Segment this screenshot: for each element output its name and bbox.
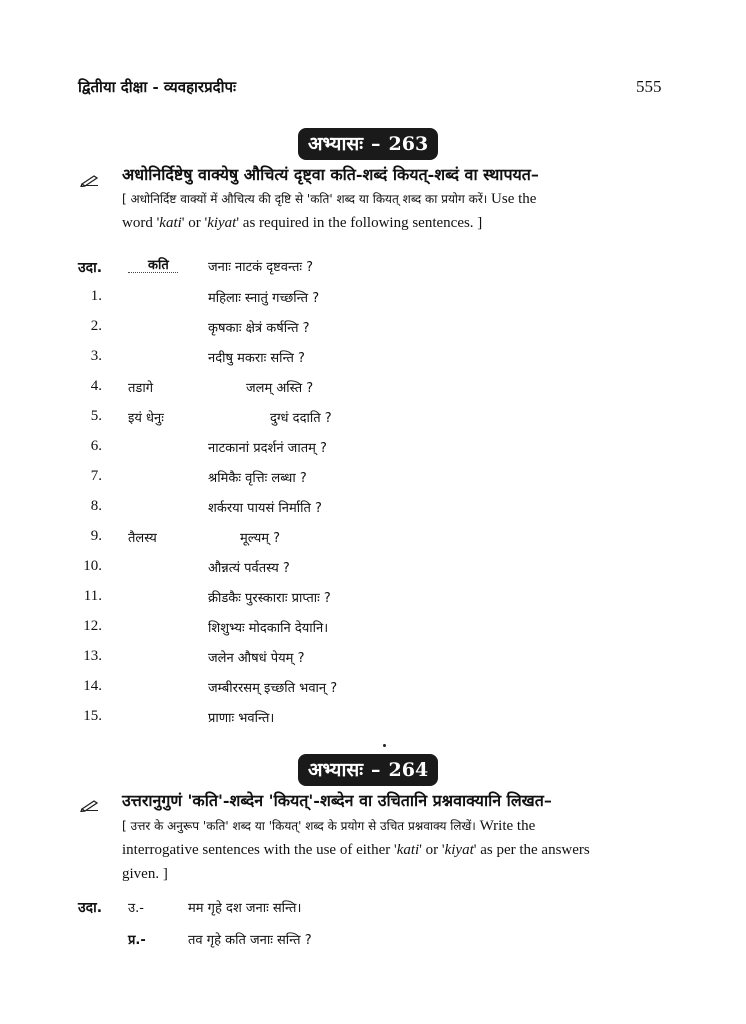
term-kiyat: kiyat xyxy=(207,215,237,231)
instruction-263: अधोनिर्दिष्टेषु वाक्येषु औचित्यं दृष्ट्वा कति-शब्दं कियत्-शब्दं वा स्थापयत– xyxy=(122,165,539,184)
item-number: 13. xyxy=(83,648,102,664)
item-sentence: नदीषु मकराः सन्ति ? xyxy=(208,351,305,366)
item-sentence: जम्बीररसम् इच्छति भवान् ? xyxy=(208,681,338,696)
note-hindi: [ अधोनिर्दिष्ट वाक्यों में औचित्य की दृष्टि से 'कति' शब्द या कियत् शब्द का प्रयोग करें। xyxy=(122,192,488,206)
note-english: interrogative sentences with the use of either ' xyxy=(122,842,397,858)
list-item xyxy=(0,618,746,648)
item-sentence: औन्नत्यं पर्वतस्य ? xyxy=(208,561,290,576)
list-item xyxy=(0,558,746,588)
note-english: ' or ' xyxy=(181,215,208,231)
item-prefix: इयं धेनुः xyxy=(128,411,164,426)
exercise-number: 264 xyxy=(388,759,429,781)
question-label: प्र.- xyxy=(128,933,146,948)
example-label: उदा. xyxy=(78,900,103,916)
answer-sentence: मम गृहे दश जनाः सन्ति। xyxy=(188,901,302,916)
item-number: 1. xyxy=(90,288,102,304)
item-sentence: श्रमिकैः वृत्तिः लब्धा ? xyxy=(208,471,307,486)
item-number: 10. xyxy=(83,558,102,574)
term-kiyat: kiyat xyxy=(444,842,474,858)
item-prefix: तैलस्य xyxy=(128,531,157,546)
exercise-dash: – xyxy=(371,759,381,781)
item-sentence: शिशुभ्यः मोदकानि देयानि। xyxy=(208,621,329,636)
instruction-note-264 xyxy=(122,814,672,886)
running-header: द्वितीया दीक्षा - व्यवहारप्रदीपः xyxy=(78,78,237,96)
item-number: 12. xyxy=(83,618,102,634)
instruction-note-263 xyxy=(122,187,672,235)
item-prefix: तडागे xyxy=(128,381,154,396)
exercise-number: 263 xyxy=(388,133,429,155)
example-sentence: जनाः नाटकं दृष्टवन्तः ? xyxy=(208,260,314,275)
item-number: 14. xyxy=(83,678,102,694)
answer-label: उ.- xyxy=(128,901,144,916)
item-number: 15. xyxy=(83,708,102,724)
list-item xyxy=(0,528,746,558)
item-number: 4. xyxy=(90,378,102,394)
exercise-label: अभ्यासः xyxy=(308,759,364,781)
exercise-banner-263 xyxy=(298,128,438,160)
question-sentence: तव गृहे कति जनाः सन्ति ? xyxy=(188,933,312,948)
note-english: ' or ' xyxy=(419,842,445,858)
item-number: 6. xyxy=(90,438,102,454)
note-english: Write the xyxy=(479,818,536,834)
note-english: Use the xyxy=(491,191,537,207)
note-hindi: [ उत्तर के अनुरूप 'कति' शब्द या 'कियत्' शब्द के प्रयोग से उचित प्रश्नवाक्य लिखें। xyxy=(122,819,476,833)
example-blank xyxy=(128,272,178,273)
pencil-icon xyxy=(80,173,100,187)
example-word: कति xyxy=(148,258,169,273)
note-english: word ' xyxy=(122,215,160,231)
item-number: 3. xyxy=(90,348,102,364)
list-item xyxy=(0,318,746,348)
item-number: 9. xyxy=(90,528,102,544)
item-sentence: क्रीडकैः पुरस्काराः प्राप्ताः ? xyxy=(208,591,331,606)
note-english: ' as required in the following sentences. ] xyxy=(236,215,483,231)
list-item xyxy=(0,348,746,378)
example-label: उदा. xyxy=(78,260,103,276)
list-item xyxy=(0,678,746,708)
pencil-icon xyxy=(80,798,100,812)
list-item xyxy=(0,648,746,678)
exercise-banner-264 xyxy=(298,754,438,786)
term-kati: kati xyxy=(159,215,182,231)
list-item xyxy=(0,378,746,408)
item-number: 7. xyxy=(90,468,102,484)
note-english: given. ] xyxy=(122,866,168,882)
item-sentence: प्राणाः भवन्ति। xyxy=(208,711,275,726)
list-item xyxy=(0,588,746,618)
item-sentence: शर्करया पायसं निर्माति ? xyxy=(208,501,322,516)
item-number: 5. xyxy=(90,408,102,424)
list-item xyxy=(0,288,746,318)
list-item xyxy=(0,408,746,438)
item-number: 2. xyxy=(90,318,102,334)
exercise-label: अभ्यासः xyxy=(308,133,364,155)
list-item xyxy=(0,498,746,528)
list-item xyxy=(0,708,746,738)
instruction-264: उत्तरानुगुणं 'कति'-शब्देन 'कियत्'-शब्देन वा उचितानि प्रश्नवाक्यानि लिखत– xyxy=(122,791,552,810)
item-sentence: महिलाः स्नातुं गच्छन्ति ? xyxy=(208,291,320,306)
item-sentence: जलेन औषधं पेयम् ? xyxy=(208,651,305,666)
item-sentence: मूल्यम् ? xyxy=(240,531,281,546)
term-kati: kati xyxy=(396,842,420,858)
exercise-dash: – xyxy=(371,133,381,155)
stray-dot xyxy=(383,744,386,747)
page-number: 555 xyxy=(636,77,662,96)
note-english: ' as per the answers xyxy=(473,842,590,858)
item-number: 11. xyxy=(83,588,102,604)
item-number: 8. xyxy=(90,498,102,514)
list-item xyxy=(0,468,746,498)
item-sentence: नाटकानां प्रदर्शनं जातम् ? xyxy=(208,441,327,456)
item-sentence: दुग्धं ददाति ? xyxy=(270,411,332,426)
item-sentence: जलम् अस्ति ? xyxy=(246,381,314,396)
list-item xyxy=(0,438,746,468)
item-sentence: कृषकाः क्षेत्रं कर्षन्ति ? xyxy=(208,321,310,336)
